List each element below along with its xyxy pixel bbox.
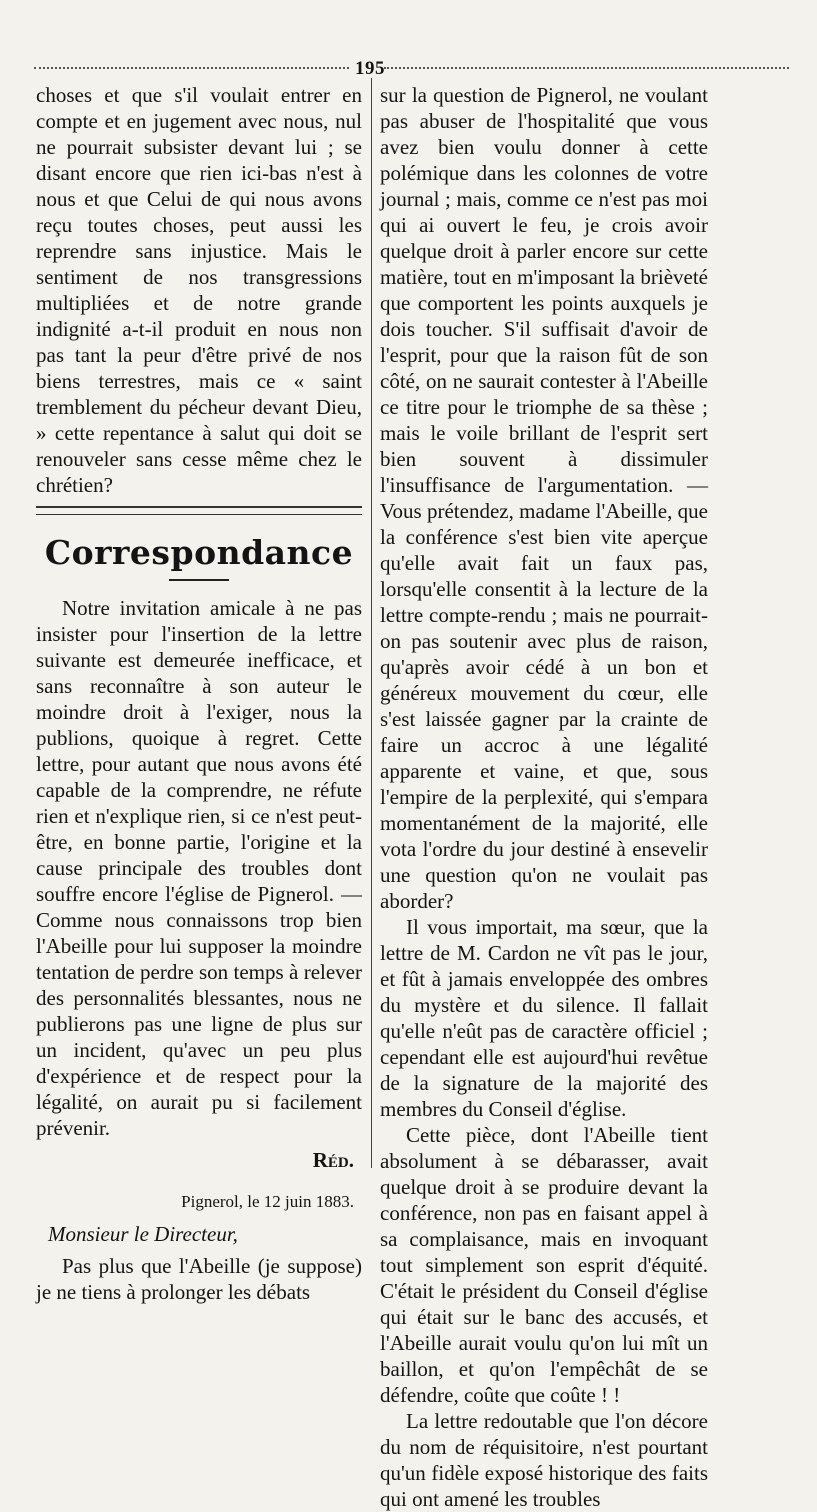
title-underline bbox=[169, 579, 229, 581]
column-divider bbox=[371, 78, 372, 1168]
right-column bbox=[380, 82, 708, 1512]
section-separator bbox=[36, 506, 362, 515]
page-number: 195 bbox=[355, 58, 385, 79]
letter-paragraph-2: Il vous importait, ma sœur, que la lettre de M. Cardon ne vît pas le jour, et fût à jamais enveloppée des ombres du mystère et du silence. Il fallait qu'elle n'eût pas de caractère officiel ; cependant elle est aujourd'hui revêtue de la signature de la majorité des membres du Conseil d'église. bbox=[380, 915, 708, 1121]
header-rule-left bbox=[34, 67, 349, 69]
continuation-paragraph: choses et que s'il voulait entrer en compte et en jugement avec nous, nul ne pourrait subsister devant lui ; se disant encore que rien ici-bas n'est à nous et que Celui de qui nous avons reçu toutes choses, peut aussi les reprendre sans injustice. Mais le sentiment de nos transgressions multipliées et de notre grande indignité a-t-il produit en nous non pas tant la peur d'être privé de nos biens terrestres, mais ce « saint tremblement du pécheur devant Dieu, » cette repentance à salut qui doit se renouveler sans cesse même chez le chrétien? bbox=[36, 83, 362, 497]
header-rule bbox=[34, 60, 789, 74]
editor-note: Notre invitation amicale à ne pas insister pour l'insertion de la lettre suivante est demeurée inefficace, et sans reconnaître à son auteur le moindre droit à l'exiger, nous la publions, quoique à regret. Cette lettre, pour autant que nous avons été capable de la comprendre, ne réfute rien et n'explique rien, si ce n'est peut-être, en bonne partie, l'origine et la cause principale des troubles dont souffre encore l'église de Pignerol. — Comme nous connaissons trop bien l'Abeille pour lui supposer la moindre tentation de perdre son temps à relever des personnalités blessantes, nous ne publierons pas une ligne de plus sur un incident, qu'avec un peu plus d'expérience et de respect pour la légalité, on aurait pu si facilement prévenir. bbox=[36, 596, 362, 1140]
header-rule-right bbox=[384, 67, 789, 69]
letter-paragraph-3: Cette pièce, dont l'Abeille tient absolument à se débarasser, avait quelque droit à se produire devant la conférence, non pas en faisant appel à sa complaisance, mais en invoquant tout simplement son esprit d'équité. C'était le président du Conseil d'église qui était sur le banc des accusés, et l'Abeille aurait voulu qu'on lui mît un baillon, et qu'on l'empêchât de se défendre, coûte que coûte ! ! bbox=[380, 1123, 708, 1407]
letter-paragraph-4: La lettre redoutable que l'on décore du nom de réquisitoire, n'est pourtant qu'un fidèle exposé historique des faits qui ont amené les troubles bbox=[380, 1409, 708, 1511]
letter-dateline: Pignerol, le 12 juin 1883. bbox=[181, 1192, 354, 1211]
left-column bbox=[36, 82, 362, 1305]
letter-paragraph-1: sur la question de Pignerol, ne voulant pas abuser de l'hospitalité que vous avez bien voulu donner à cette polémique dans les colonnes de votre journal ; mais, comme ce n'est pas moi qui ai ouvert le feu, je crois avoir quelque droit à parler encore sur cette matière, tout en m'imposant la brièveté que comportent les points auxquels je dois toucher. S'il suffisait d'avoir de l'esprit, pour que la raison fût de son côté, on ne saurait contester à l'Abeille ce titre pour le triomphe de sa thèse ; mais le voile brillant de l'esprit sert bien souvent à dissimuler l'insuffisance de l'argumentation. — Vous prétendez, madame l'Abeille, que la conférence s'est bien vite aperçue qu'elle avait fait un faux pas, lorsqu'elle consentit à la lecture de la lettre compte-rendu ; mais ne pourrait-on pas soutenir avec plus de raison, qu'après avoir cédé à un bon et généreux mouvement du cœur, elle s'est laissée gagner par la crainte de faire un accroc à une légalité apparente et vaine, et que, sous l'empire de la perplexité, qui s'empara momentanément de la majorité, elle vota l'ordre du jour destiné à ensevelir une question qu'on ne voulait pas aborder? bbox=[380, 83, 708, 913]
editor-signature: Réd. bbox=[312, 1148, 354, 1172]
section-title: Correspondance bbox=[44, 533, 354, 572]
letter-opening: Pas plus que l'Abeille (je suppose) je ne tiens à prolonger les débats bbox=[36, 1254, 362, 1304]
letter-salutation: Monsieur le Directeur, bbox=[48, 1222, 238, 1246]
